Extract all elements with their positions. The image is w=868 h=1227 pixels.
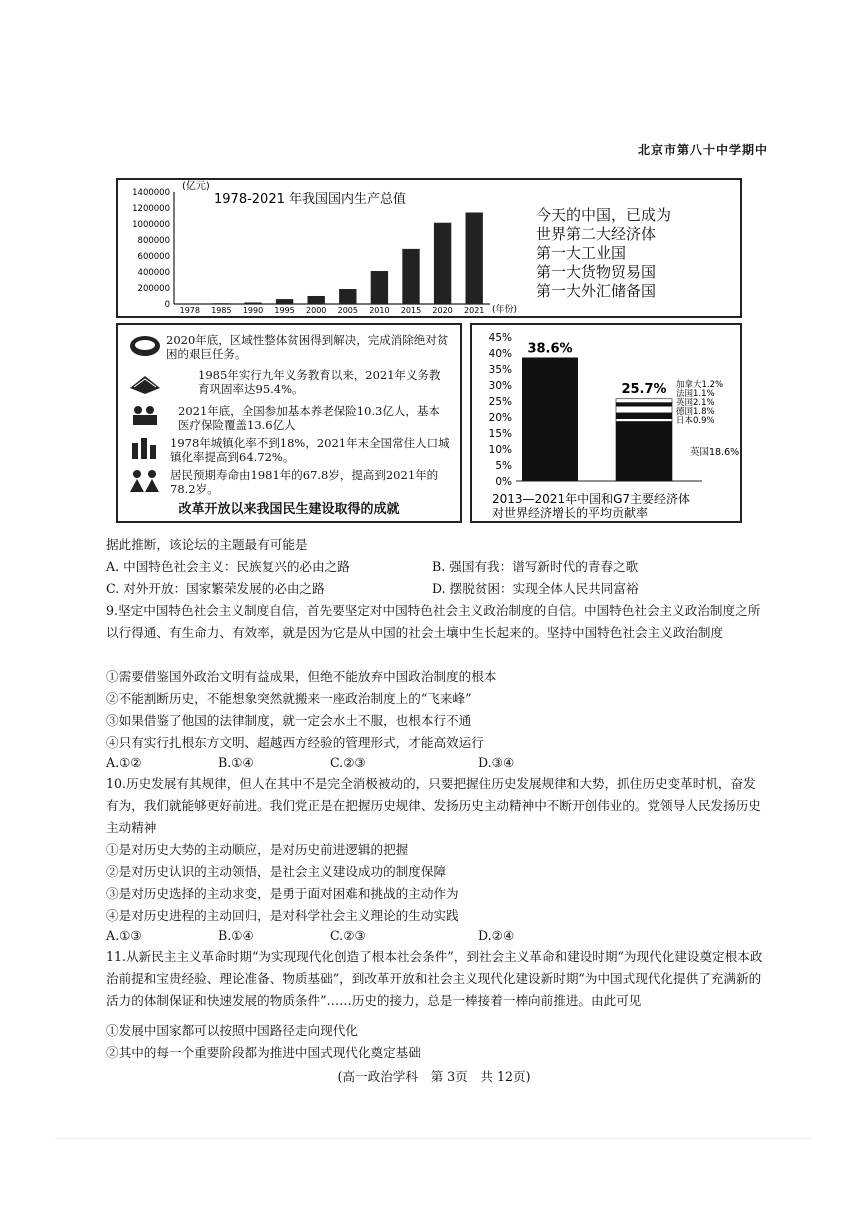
gdp-bar [244, 302, 261, 304]
page-footer: (高一政治学科 第 3页 共 12页) [337, 1069, 531, 1084]
q9-item: ③如果借鉴了他国的法律制度，就一定会水土不服，也根本行不通 [106, 713, 472, 728]
contrib-stack-label: 法国1.1% [676, 389, 715, 399]
gdp-note-line: 第一大外汇储备国 [536, 282, 657, 300]
gdp-y-tick-label: 800000 [137, 236, 170, 246]
gdp-y-tick-label: 1200000 [132, 204, 170, 214]
contrib-bar-g7-segment [616, 403, 672, 407]
q9-item: ④只有实行扎根东方文明、超越西方经验的管理形式，才能高效运行 [106, 735, 484, 750]
gdp-note-line: 第一大货物贸易国 [536, 263, 657, 281]
q8-stem: 据此推断，该论坛的主题最有可能是 [106, 537, 308, 552]
gdp-bar [434, 223, 451, 304]
q10-option-b: B.①④ [218, 928, 254, 943]
livelihood-item-life-expectancy: 居民预期寿命由1981年的67.8岁，提高到2021年的78.2岁。 [170, 468, 439, 496]
gdp-y-tick-label: 1400000 [132, 188, 170, 198]
contrib-y-tick-label: 25% [488, 396, 512, 408]
gdp-bar [402, 249, 419, 304]
city-icon [128, 435, 162, 461]
q9-option-a: A.①② [106, 755, 142, 770]
q10-item: ④是对历史进程的主动回归，是对科学社会主义理论的生动实践 [106, 908, 459, 923]
q8-option-c: C. 对外开放：国家繁荣发展的必由之路 [106, 581, 325, 596]
poverty-icon [128, 333, 162, 359]
contribution-figure [470, 323, 742, 523]
contrib-stack-label: 英国18.6% [690, 447, 740, 459]
gdp-note-line: 第一大工业国 [536, 244, 627, 262]
gdp-y-tick-label: 0 [164, 300, 170, 310]
q10-stem: 10.历史发展有其规律，但人在其中不是完全消极被动的，只要把握住历史发展规律和大势，抓住历史变革时机，奋发有为，我们就能够更好前进。我们党正是在把握历史规律、发扬历史主动精神中不断开创伟业的。党领导人民发扬历史主动精神 [106, 776, 761, 835]
contrib-y-tick-label: 15% [488, 428, 512, 440]
contrib-bar-china [522, 357, 578, 481]
livelihood-figure [116, 323, 462, 523]
q10-item: ①是对历史大势的主动顺应，是对历史前进逻辑的把握 [106, 842, 409, 857]
gdp-bar [308, 296, 325, 304]
gdp-x-tick-label: 1985 [211, 306, 232, 315]
gdp-bar [276, 299, 293, 304]
gdp-chart-title: 1978-2021 年我国国内生产总值 [214, 192, 406, 207]
gdp-y-tick-label: 600000 [137, 252, 170, 262]
contribution-caption: 对世界经济增长的平均贡献率 [492, 506, 649, 520]
q8-option-d: D. 摆脱贫困：实现全体人民共同富裕 [432, 581, 639, 596]
contrib-stack-label: 加拿大1.2% [676, 380, 724, 390]
gdp-note-line: 世界第二大经济体 [536, 225, 657, 243]
contrib-y-tick-label: 35% [488, 364, 512, 376]
gdp-x-tick-label: 2015 [400, 306, 422, 315]
exam-header: 北京市第八十中学期中 [637, 143, 768, 157]
contrib-y-tick-label: 10% [488, 444, 512, 456]
book-icon [128, 370, 162, 396]
contrib-bar-g7-segment [616, 419, 672, 422]
gdp-x-tick-label: 1995 [274, 306, 295, 315]
q9-option-d: D.③④ [478, 755, 515, 770]
livelihood-caption: 改革开放以来我国民生建设取得的成就 [178, 502, 400, 517]
q9-item: ①需要借鉴国外政治文明有益成果，但绝不能放弃中国政治制度的根本 [106, 669, 497, 684]
page-divider [55, 1138, 813, 1139]
contribution-bar-chart [472, 325, 740, 521]
q8-option-b: B. 强国有我：谱写新时代的青春之歌 [432, 559, 639, 574]
q10-option-c: C.②③ [330, 928, 366, 943]
livelihood-item-insurance: 2021年底，全国参加基本养老保险10.3亿人，基本医疗保险覆盖13.6亿人 [178, 404, 440, 432]
contrib-value-label: 25.7% [621, 381, 667, 397]
gdp-bar [213, 303, 230, 304]
contrib-y-tick-label: 5% [495, 460, 512, 472]
gdp-x-tick-label: 1978 [179, 306, 200, 315]
q9-stem: 9.坚定中国特色社会主义制度自信，首先要坚定对中国特色社会主义政治制度的自信。中国特色社会主义政治制度之所以行得通、有生命力、有效率，就是因为它是从中国的社会土壤中生长起来的。坚持中国特色社会主义政治制度 [106, 603, 761, 640]
contrib-y-tick-label: 30% [488, 380, 512, 392]
contrib-bar-g7-segment [616, 399, 672, 403]
q10-item: ③是对历史选择的主动求变，是勇于面对困难和挑战的主动作为 [106, 886, 459, 901]
livelihood-item-poverty: 2020年底，区域性整体贫困得到解决，完成消除绝对贫困的艰巨任务。 [166, 333, 449, 361]
gdp-bar [466, 213, 483, 304]
gdp-x-tick-label: 1990 [242, 306, 264, 315]
contrib-y-tick-label: 40% [488, 348, 512, 360]
contrib-value-label: 38.6% [527, 341, 573, 357]
gdp-x-tick-label: 2020 [432, 306, 453, 315]
gdp-bar [181, 304, 198, 305]
gdp-note [536, 206, 736, 301]
q8-option-a: A. 中国特色社会主义：民族复兴的必由之路 [106, 559, 350, 574]
contrib-bar-g7-segment [616, 413, 672, 419]
gdp-x-tick-label: 2005 [337, 306, 358, 315]
gdp-x-tick-label: 2010 [369, 306, 390, 315]
q10-option-d: D.②④ [478, 928, 515, 943]
contrib-y-tick-label: 45% [488, 332, 512, 344]
contribution-caption: 2013—2021年中国和G7主要经济体 [492, 492, 691, 506]
gdp-y-tick-label: 400000 [137, 268, 170, 278]
contrib-bar-g7-segment [616, 421, 672, 481]
contrib-y-tick-label: 20% [488, 412, 512, 424]
gdp-y-tick-label: 200000 [137, 284, 170, 294]
q9-item: ②不能割断历史，不能想象突然就搬来一座政治制度上的“飞来峰” [106, 691, 472, 706]
contrib-y-tick-label: 0% [495, 476, 512, 488]
q11-item: ①发展中国家都可以按照中国路径走向现代化 [106, 1023, 358, 1038]
contrib-stack-label: 日本0.9% [676, 416, 715, 426]
contrib-stack-label: 德国1.8% [676, 407, 715, 417]
contrib-bar-g7-segment [616, 406, 672, 413]
gdp-bar [371, 271, 388, 304]
contrib-stack-label: 英国2.1% [676, 398, 715, 408]
q10-option-a: A.①③ [106, 928, 142, 943]
livelihood-item-education: 1985年实行九年义务教育以来，2021年义务教育巩固率达95.4%。 [198, 368, 441, 396]
q9-option-b: B.①④ [218, 755, 254, 770]
gdp-x-unit: (年份) [492, 305, 518, 315]
q10-item: ②是对历史认识的主动领悟，是社会主义建设成功的制度保障 [106, 864, 447, 879]
gdp-note-line: 今天的中国，已成为 [536, 206, 672, 224]
people-icon [128, 403, 162, 429]
gdp-bar-chart [118, 180, 518, 316]
q11-stem: 11.从新民主主义革命时期“为实现现代化创造了根本社会条件”，到社会主义革命和建设时期“为现代化建设奠定根本政治前提和宝贵经验、理论准备、物质基础”，到改革开放和社会主义现代化建设新时期“为中国式现代化提供了充满新的活力的体制保证和快速发展的物质条件”……历史的接力，总是一棒接着一棒向前推进。由此可见 [106, 949, 763, 1008]
gdp-x-tick-label: 2021 [464, 306, 485, 315]
gdp-bar [339, 289, 356, 304]
gdp-x-tick-label: 2000 [306, 306, 327, 315]
gdp-y-tick-label: 1000000 [132, 220, 170, 230]
family-icon [128, 468, 162, 494]
q11-item: ②其中的每一个重要阶段都为推进中国式现代化奠定基础 [106, 1045, 421, 1060]
q9-option-c: C.②③ [330, 755, 366, 770]
livelihood-item-urbanization: 1978年城镇化率不到18%，2021年末全国常住人口城镇化率提高到64.72%。 [170, 436, 450, 464]
gdp-figure [116, 178, 742, 318]
gdp-y-unit: (亿元) [182, 181, 210, 192]
